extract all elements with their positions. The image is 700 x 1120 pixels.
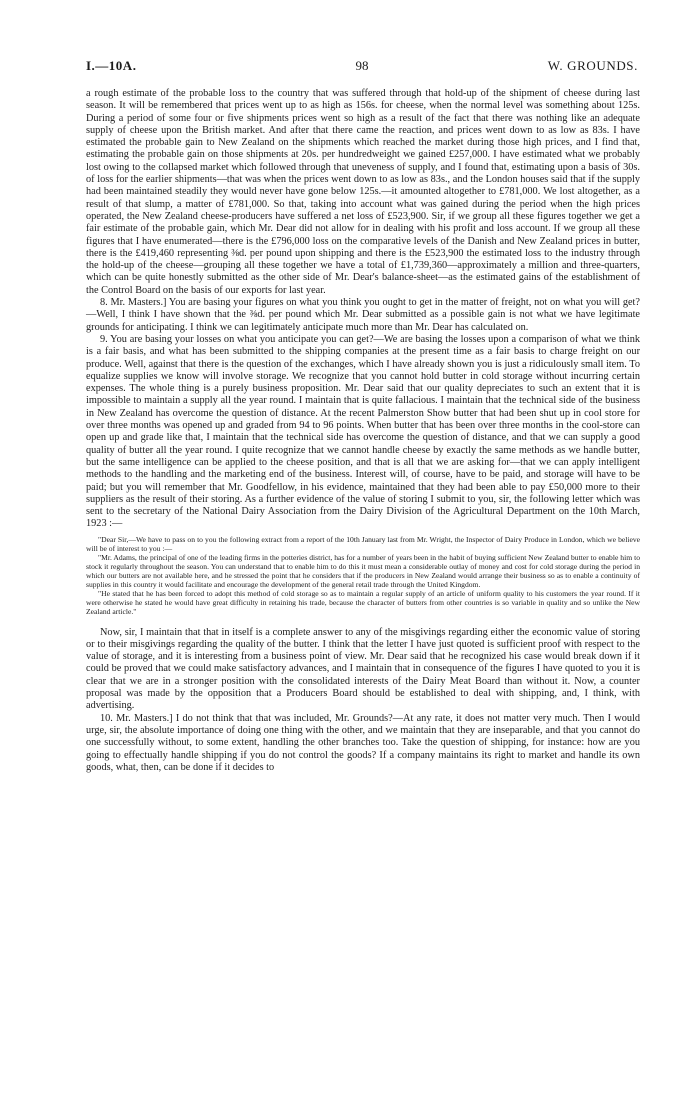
quoted-letter — [86, 535, 640, 617]
paragraph-storage-answer: Now, sir, I maintain that that in itself is a complete answer to any of the misgivings regarding either the economic value of storing or to their misgivings regarding the quality of the butter. I think that the letter I have just quoted is sufficient proof with respect to the value of storage, and it is interesting from a business point of view. Mr. Dear said that he recognized his case would break down if it could be proved that we could make satisfactory advances, and I maintain that in consequence of the figures I have quoted to you it is clear that we are in a stronger position with the consolidated interests of the Dairy Meat Board than without it. Now, a counter proposal was made by the opposition that a Producers Board should be established to deal with shipping, and, I think, with advertising. — [86, 626, 640, 712]
paragraph-question-8: 8. Mr. Masters.] You are basing your figures on what you think you ought to get in the matter of freight, not on what you will get?—Well, I think I have shown that the ⅜d. per pound which Mr. Dear submitted as a possible gain is not what we have legitimate grounds for anticipating. I think we can legitimately anticipate much more than Mr. Dear has calculated on. — [86, 297, 640, 333]
document-body — [86, 88, 640, 774]
quote-paragraph: "Dear Sir,—We have to pass on to you the following extract from a report of the 10th January last from Mr. Wright, the Inspector of Dairy Produce in London, which we believe will be of interest to you :— — [86, 534, 640, 553]
witness-name: W. GROUNDS. — [547, 58, 638, 73]
quote-paragraph: "He stated that he has been forced to adopt this method of cold storage so as to maintain a regular supply of an article of uniform quality to his customers the year round. If it were otherwise he stated he would have great difficulty in retaining his trade, because the character of butters from other countries is so variable in quality and so unlike the New Zealand article." — [86, 589, 640, 617]
paragraph-estimate: a rough estimate of the probable loss to the country that was suffered through that hold-up of the shipment of cheese during last season. It will be remembered that prices went up to as high as 156s. for cheese, when the normal level was something about 125s. During a period of some four or five shipments prices went so high as a result of the fact that there was nothing like an adequate supply of cheese upon the British market. And after that there came the reaction, and prices went down to as low as 83s. I have estimated the probable gain to New Zealand on the shipments which reached the market during those high prices, and I find that, estimating the probable gain on those shipments at 20s. per hundredweight we gained £257,000. I have estimated what we probably lost owing to the collapsed market which followed through that uneveness of supply, and I found that, estimating upon a basis of 30s. of loss for the earlier shipments—that was when the prices went down to as low as 83s., and the London houses said that if the supply had been maintained steadily they would never have gone below 125s.—it amounted altogether to £781,000. We lost altogether, as a result of that slump, a matter of £781,000. So that, taking into account what was gained during the period when the high prices operated, the New Zealand cheese-producers have suffered a net loss of £523,900. Sir, if we group all these figures together we get a fair estimate of the probable gain, which Mr. Dear did not allow for in dealing with his profit and loss account. If we group all these figures that I have enumerated—there is the £796,000 loss on the comparative levels of the Danish and New Zealand prices in butter, there is the £419,460 representing ⅜d. per pound upon shipping and there is the £523,900 the estimated loss to the industry through the hold-up of the cheese—grouping all these together we have a total of £1,739,360—approximately a million and three-quarters, which can be quite honestly submitted as the other side of Mr. Dear's balance-sheet—as the estimated gains of the establishment of the Control Board on the basis of our exports for last year. — [86, 88, 640, 296]
page-header — [86, 58, 638, 76]
paragraph-question-10: 10. Mr. Masters.] I do not think that that was included, Mr. Grounds?—At any rate, it does not matter very much. Then I would urge, sir, the absolute importance of doing one thing with the other, and we maintain that they are inseparable, and that you cannot do one successfully without, to some extent, handling the other branches too. Take the question of shipping, for instance: how are you going to effectually handle shipping if you do not control the goods? If a company maintains its right to market and handle its own goods, what, then, can be done if it decides to — [86, 712, 640, 773]
document-reference: I.—10A. — [86, 58, 137, 73]
quote-paragraph: "Mr. Adams, the principal of one of the leading firms in the potteries district, has for a number of years been in the habit of buying sufficient New Zealand butter to enable him to stock it regularly throughout the season. You can understand that to enable him to do this it must mean a considerable outlay of money and cost for cold storage during the period in which our butters are not available here, and he stressed the point that he considers that if the producers in New Zealand would arrange their business so as to enable a continuity of supplies in this country it would facilitate and encourage the development of the general retail trade through the United Kingdom. — [86, 552, 640, 590]
page-number: 98 — [355, 58, 369, 73]
paragraph-question-9: 9. You are basing your losses on what you anticipate you can get?—We are basing the losses upon a comparison of what we think is a fair basis, and what has been submitted to the shipping companies at the present time as a fair basis to charge freight on our produce. Well, against that there is the question of the exchanges, which I have already shown you is just a ridiculously small item. To equalize supplies we know will involve storage. We recognize that you cannot hold butter in cold storage without incurring certain expenses. The whole thing is a purely business proposition. Mr. Dear said that our quality depreciates to such an extent that it is impossible to maintain a supply all the year round. I maintain that is quite fallacious. I maintain that the technical side of the business in New Zealand has overcome the question of distance. At the recent Palmerston Show butter that had been shut up in cool store for over three months was opened up and graded from 94 to 96 points. When butter that has been over three months in the cool-store can open up and grade like that, I maintain that the technical side has overcome the question of distance, and that we can supply a good quality of butter all the year round. I quite recognize that we cannot handle cheese by exactly the same methods as we handle butter, but the same intelligence can be applied to the cheese position, and that is all that we are asking for—that we can apply intelligent methods to the handling and the marketing end of the business. Interest will, of course, have to be paid, and storage will have to be paid; but you will remember that Mr. Goodfellow, in his evidence, maintained that they had been able to pay £50,000 more to their suppliers as the result of their storing. As a further evidence of the value of storing I submit to you, sir, the following letter which was sent to the secretary of the National Dairy Association from the Dairy Division of the Agricultural Department on the 10th March, 1923 :— — [86, 333, 640, 530]
